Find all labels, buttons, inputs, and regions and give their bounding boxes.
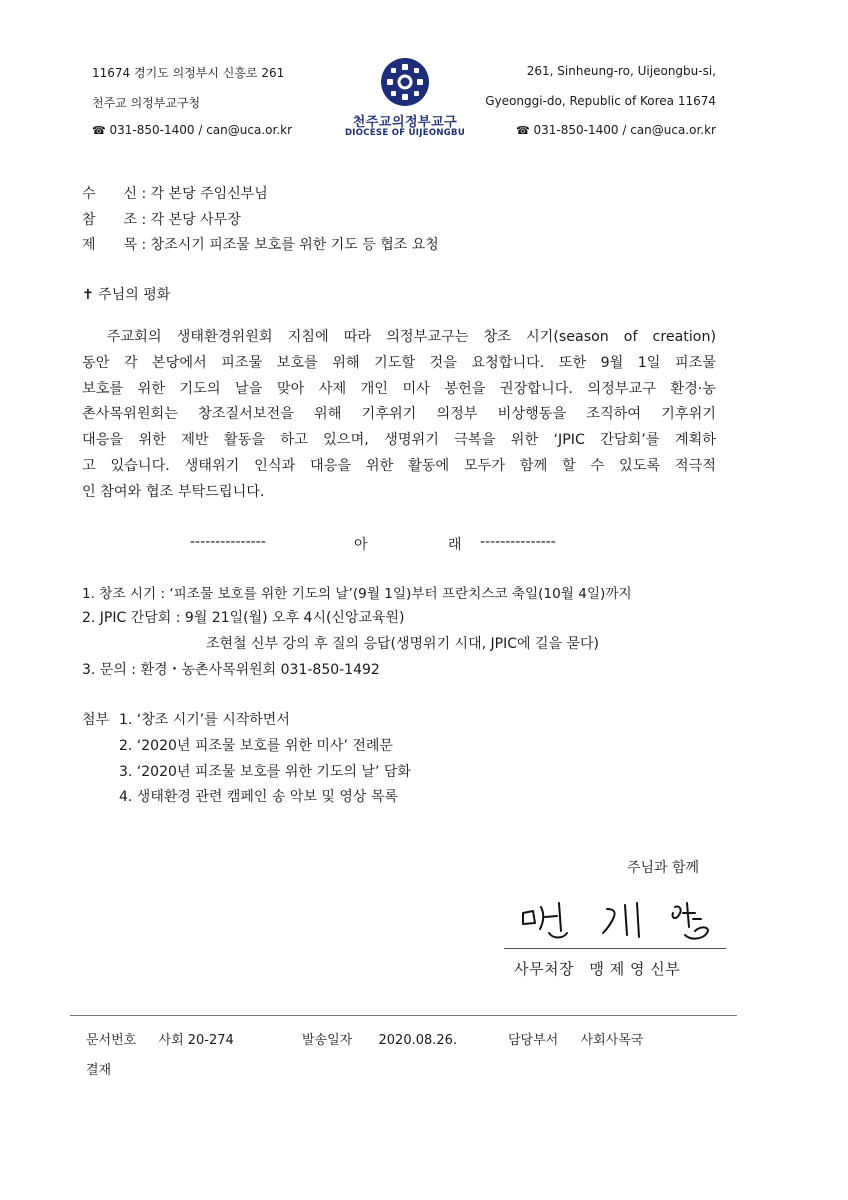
divider-word-b: 래 xyxy=(448,537,462,553)
attachment-item: 1. ‘창조 시기’를 시작하면서 xyxy=(119,712,290,728)
divider-word-a: 아 xyxy=(354,537,368,553)
attachment-item: 3. ‘2020년 피조물 보호를 위한 기도의 날’ 담화 xyxy=(119,764,411,780)
recipient-cc-label: 참 조 : xyxy=(82,212,147,228)
body-line: 동안 각 본당에서 피조물 보호를 위해 기도할 것을 요청합니다. 또한 9월 1일 피조물 xyxy=(82,354,716,371)
recipient-to xyxy=(82,183,268,203)
contact-text: 031-850-1400 / can@uca.or.kr xyxy=(109,123,293,137)
footer-rule xyxy=(70,1015,737,1016)
telephone-icon: ☎ xyxy=(92,124,106,137)
send-date-value: 2020.08.26. xyxy=(378,1033,458,1048)
greeting: ✝ 주님의 평화 xyxy=(82,287,171,303)
subject-value: 창조시기 피조물 보호를 위한 기도 등 협조 요청 xyxy=(150,237,439,253)
body-paragraph xyxy=(82,325,716,506)
item-3: 3. 문의 : 환경・농촌사목위원회 031-850-1492 xyxy=(82,662,380,678)
divider-dashes-left: --------------- xyxy=(190,534,266,550)
divider-dashes-right: --------------- xyxy=(480,534,556,550)
item-1: 1. 창조 시기 : ‘피조물 보호를 위한 기도의 날’(9월 1일)부터 프란치스코 축일(10월 4일)까지 xyxy=(82,586,632,602)
signer-name: 사무처장 맹 제 영 신부 xyxy=(514,960,681,978)
recipient-cc-value: 각 본당 사무장 xyxy=(150,212,241,228)
body-line: 인 참여와 협조 부탁드립니다. xyxy=(82,483,265,500)
send-date xyxy=(302,1029,457,1048)
department-label: 담당부서 xyxy=(508,1033,559,1048)
diocese-logo-icon xyxy=(380,57,430,107)
send-date-label: 발송일자 xyxy=(302,1033,353,1048)
letterhead-country-en: Gyeonggi-do, Republic of Korea 11674 xyxy=(485,94,716,108)
attachment-item: 4. 생태환경 관련 캠페인 송 악보 및 영상 목록 xyxy=(119,789,398,805)
logo-title-kr: 천주교의정부교구 xyxy=(352,115,458,130)
department-value: 사회사목국 xyxy=(580,1033,644,1048)
subject-label: 제 목 : xyxy=(82,237,147,253)
body-line: 촌사목위원회는 창조질서보전을 위해 기후위기 의정부 비상행동을 조직하여 기후위기 xyxy=(82,406,716,423)
item-2-detail: 조현철 신부 강의 후 질의 응답(생명위기 시대, JPIC에 길을 묻다) xyxy=(206,636,599,652)
contact-text: 031-850-1400 / can@uca.or.kr xyxy=(533,123,716,137)
closing-phrase: 주님과 함께 xyxy=(627,860,700,876)
letterhead-address-en: 261, Sinheung-ro, Uijeongbu-si, xyxy=(526,64,716,78)
body-line: 보호를 위한 기도의 날을 맞아 사제 개인 미사 봉헌을 권장합니다. 의정부교구 환경·농 xyxy=(82,380,716,397)
signature-line xyxy=(504,948,726,949)
doc-number-value: 사회 20-274 xyxy=(158,1033,234,1048)
body-line: 주교회의 생태환경위원회 지침에 따라 의정부교구는 창조 시기(season of creation) xyxy=(82,329,716,345)
subject-line xyxy=(82,234,439,254)
attachment-item: 2. ‘2020년 피조물 보호를 위한 미사’ 전례문 xyxy=(119,738,393,754)
logo-title-en: DIOCESE OF UIJEONGBU xyxy=(344,128,466,138)
handwritten-signature xyxy=(515,893,730,945)
telephone-icon: ☎ xyxy=(515,124,530,137)
body-line: 대응을 위한 제반 활동을 하고 있으며, 생명위기 극복을 위한 ‘JPIC 간담회’를 계획하 xyxy=(82,432,716,449)
body-line: 고 있습니다. 생태위기 인식과 대응을 위한 활동에 모두가 함께 할 수 있도록 적극적 xyxy=(82,457,716,474)
attachment-label: 첨부 xyxy=(82,712,110,728)
doc-number-label: 문서번호 xyxy=(86,1033,137,1048)
recipient-to-label: 수 신 : xyxy=(82,186,147,202)
recipient-to-value: 각 본당 주임신부님 xyxy=(150,186,268,202)
letterhead-org-kr: 천주교 의정부교구청 xyxy=(92,96,201,110)
doc-number xyxy=(86,1029,234,1048)
item-2: 2. JPIC 간담회 : 9월 21일(월) 오후 4시(신앙교육원) xyxy=(82,610,405,626)
department xyxy=(508,1029,643,1048)
letterhead-contact-right xyxy=(516,123,716,137)
approval-label: 결재 xyxy=(86,1063,112,1078)
letterhead-address-kr: 11674 경기도 의정부시 신흥로 261 xyxy=(92,66,285,80)
recipient-cc xyxy=(82,209,241,229)
